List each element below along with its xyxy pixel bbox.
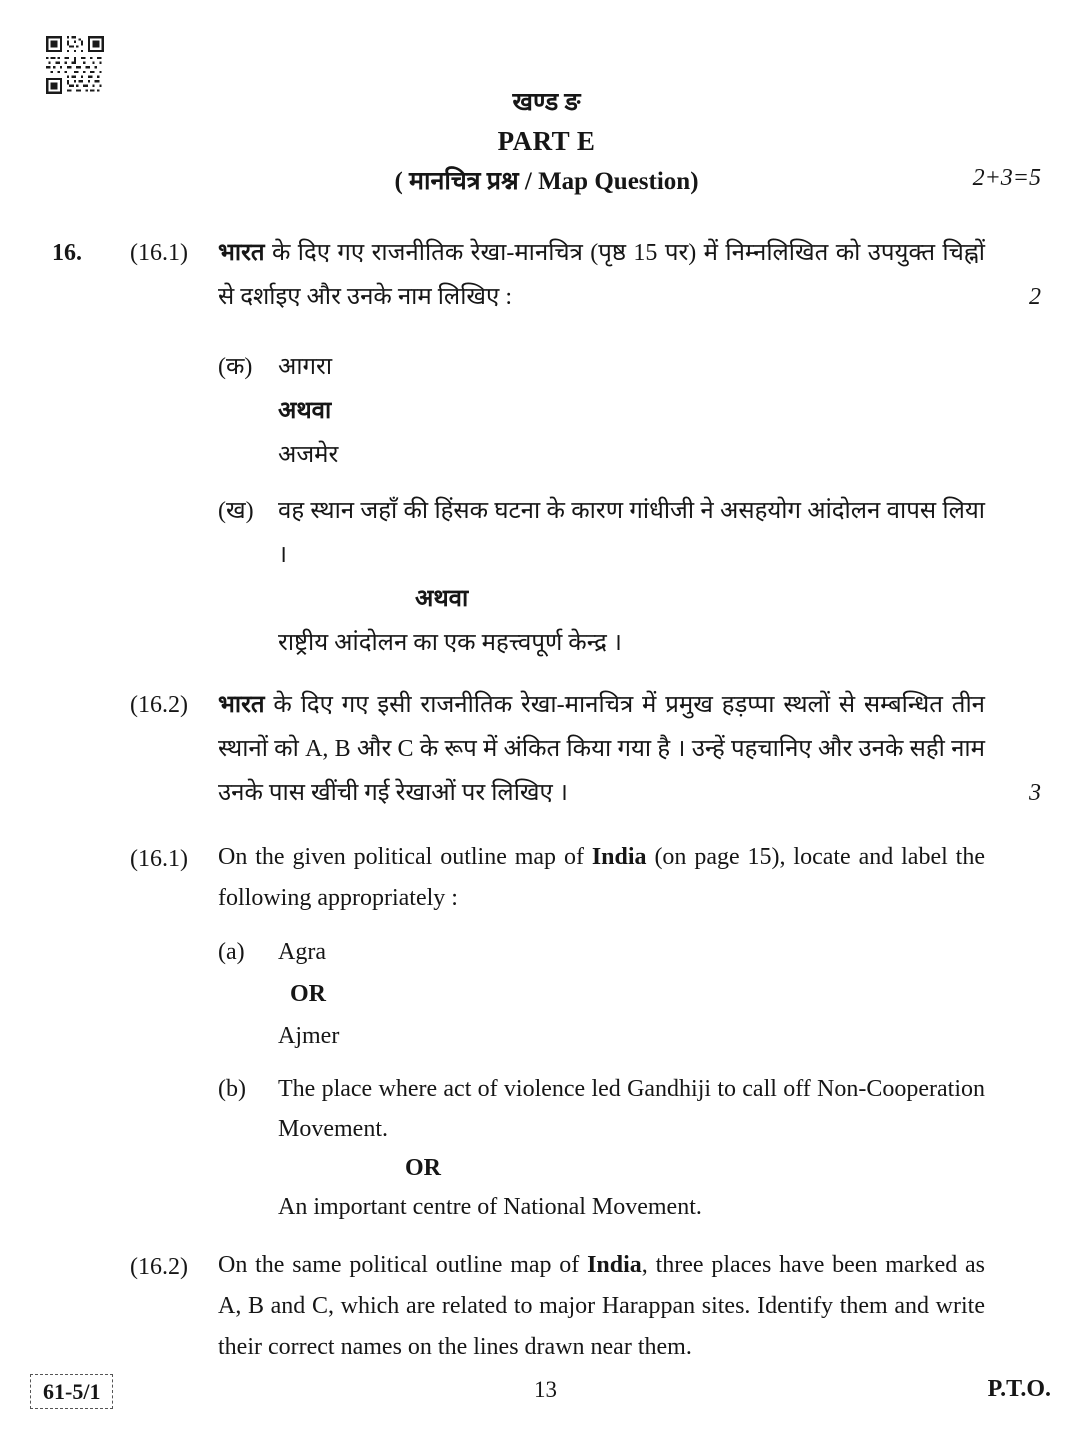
- q16-2-english-label: (16.2): [130, 1254, 188, 1280]
- question-16-1-hindi: [52, 231, 1041, 319]
- q16-1-english-intro-post: (on page 15), locate and label the following appropriately :: [218, 844, 985, 911]
- q16-2-english-text-post: , three places have been marked as A, B and C, which are related to major Harappan sites. Identify them and write their correct names on the lines drawn near them.: [218, 1252, 986, 1360]
- option-a-label: (क): [218, 354, 253, 380]
- q16-2-hindi-label: (16.2): [130, 692, 188, 718]
- section-heading-part-e: PART E: [497, 126, 596, 156]
- question-16-1-english: [52, 837, 1041, 919]
- option-b-label: (ख): [218, 498, 254, 524]
- q16-2-english-text-pre: On the same political outline map of: [218, 1252, 588, 1278]
- pto-label: P.T.O.: [987, 1376, 1051, 1402]
- question-16-2-hindi: [52, 683, 1041, 815]
- option-a-text: आगरा: [278, 354, 333, 380]
- q16-1-hindi-option-b-alt: राष्ट्रीय आंदोलन का एक महत्त्वपूर्ण केन्द्र ।: [278, 630, 622, 656]
- option-a-label-en: (a): [218, 939, 245, 965]
- total-marks: 2+3=5: [972, 165, 1041, 191]
- q16-1-english-option-b-alt: An important centre of National Movement.: [278, 1194, 702, 1220]
- section-heading-hindi: खण्ड ङ: [512, 89, 581, 116]
- question-16-2-english: [52, 1245, 1041, 1368]
- section-subheading: [52, 163, 1041, 197]
- subheading-text: ( मानचित्र प्रश्न / Map Question): [394, 168, 699, 195]
- q16-2-hindi-marks: 3: [1029, 780, 1041, 806]
- option-b-text-en: The place where act of violence led Gandhiji to call off Non-Cooperation Movement.: [278, 1076, 985, 1142]
- q16-1-hindi-or-2: अथवा: [415, 586, 469, 612]
- q16-1-english-or-1: OR: [290, 981, 326, 1007]
- q16-1-english-label: (16.1): [130, 846, 188, 872]
- q16-1-english-option-a-alt: Ajmer: [278, 1023, 340, 1049]
- q16-1-english-or-2: OR: [405, 1155, 441, 1181]
- q16-1-english-intro: [218, 837, 985, 919]
- q16-2-hindi-text-bold: भारत: [218, 692, 265, 718]
- q16-2-hindi-text-rest: के दिए गए इसी राजनीतिक रेखा-मानचित्र में प्रमुख हड़प्पा स्थलों से सम्बन्धित तीन स्थानों को A, B और C के रूप में अंकित किया गया है । उन्हें पहचानिए और उनके सही नाम उनके पास खींची गई रेखाओं पर लिखिए ।: [218, 692, 985, 806]
- q16-1-hindi-or-1: अथवा: [278, 398, 332, 424]
- q16-1-english-intro-pre: On the given political outline map of: [218, 844, 592, 870]
- page-number: 13: [534, 1377, 557, 1402]
- q16-1-hindi-option-b: [218, 489, 985, 577]
- q16-1-hindi-label: (16.1): [130, 240, 188, 266]
- qr-code-icon: [46, 36, 104, 94]
- q16-2-hindi-text: [218, 683, 985, 815]
- q16-1-hindi-intro-rest: के दिए गए राजनीतिक रेखा-मानचित्र (पृष्ठ 15 पर) में निम्नलिखित को उपयुक्त चिह्नों से दर्शाइए और उनके नाम लिखिए :: [218, 240, 985, 310]
- q16-2-english-text: [218, 1245, 985, 1368]
- question-16-1-english-options: [52, 919, 1041, 1227]
- q16-1-english-option-a: [218, 931, 985, 973]
- question-16-1-hindi-options: [52, 319, 1041, 665]
- q16-1-hindi-intro: [218, 231, 985, 319]
- option-b-text: वह स्थान जहाँ की हिंसक घटना के कारण गांधीजी ने असहयोग आंदोलन वापस लिया ।: [278, 498, 985, 568]
- q16-1-english-option-b: [218, 1069, 985, 1149]
- q16-1-hindi-option-a-alt: अजमेर: [278, 442, 339, 468]
- q16-1-english-intro-bold: India: [591, 844, 647, 870]
- q16-1-hindi-marks: 2: [1029, 284, 1041, 310]
- paper-code: 61-5/1: [30, 1374, 113, 1409]
- q16-1-hindi-option-a: [218, 345, 985, 389]
- option-a-text-en: Agra: [278, 939, 326, 965]
- option-b-label-en: (b): [218, 1076, 246, 1102]
- q16-1-hindi-intro-bold: भारत: [218, 240, 265, 266]
- question-number: 16.: [52, 240, 82, 266]
- q16-2-english-text-bold: India: [587, 1252, 642, 1278]
